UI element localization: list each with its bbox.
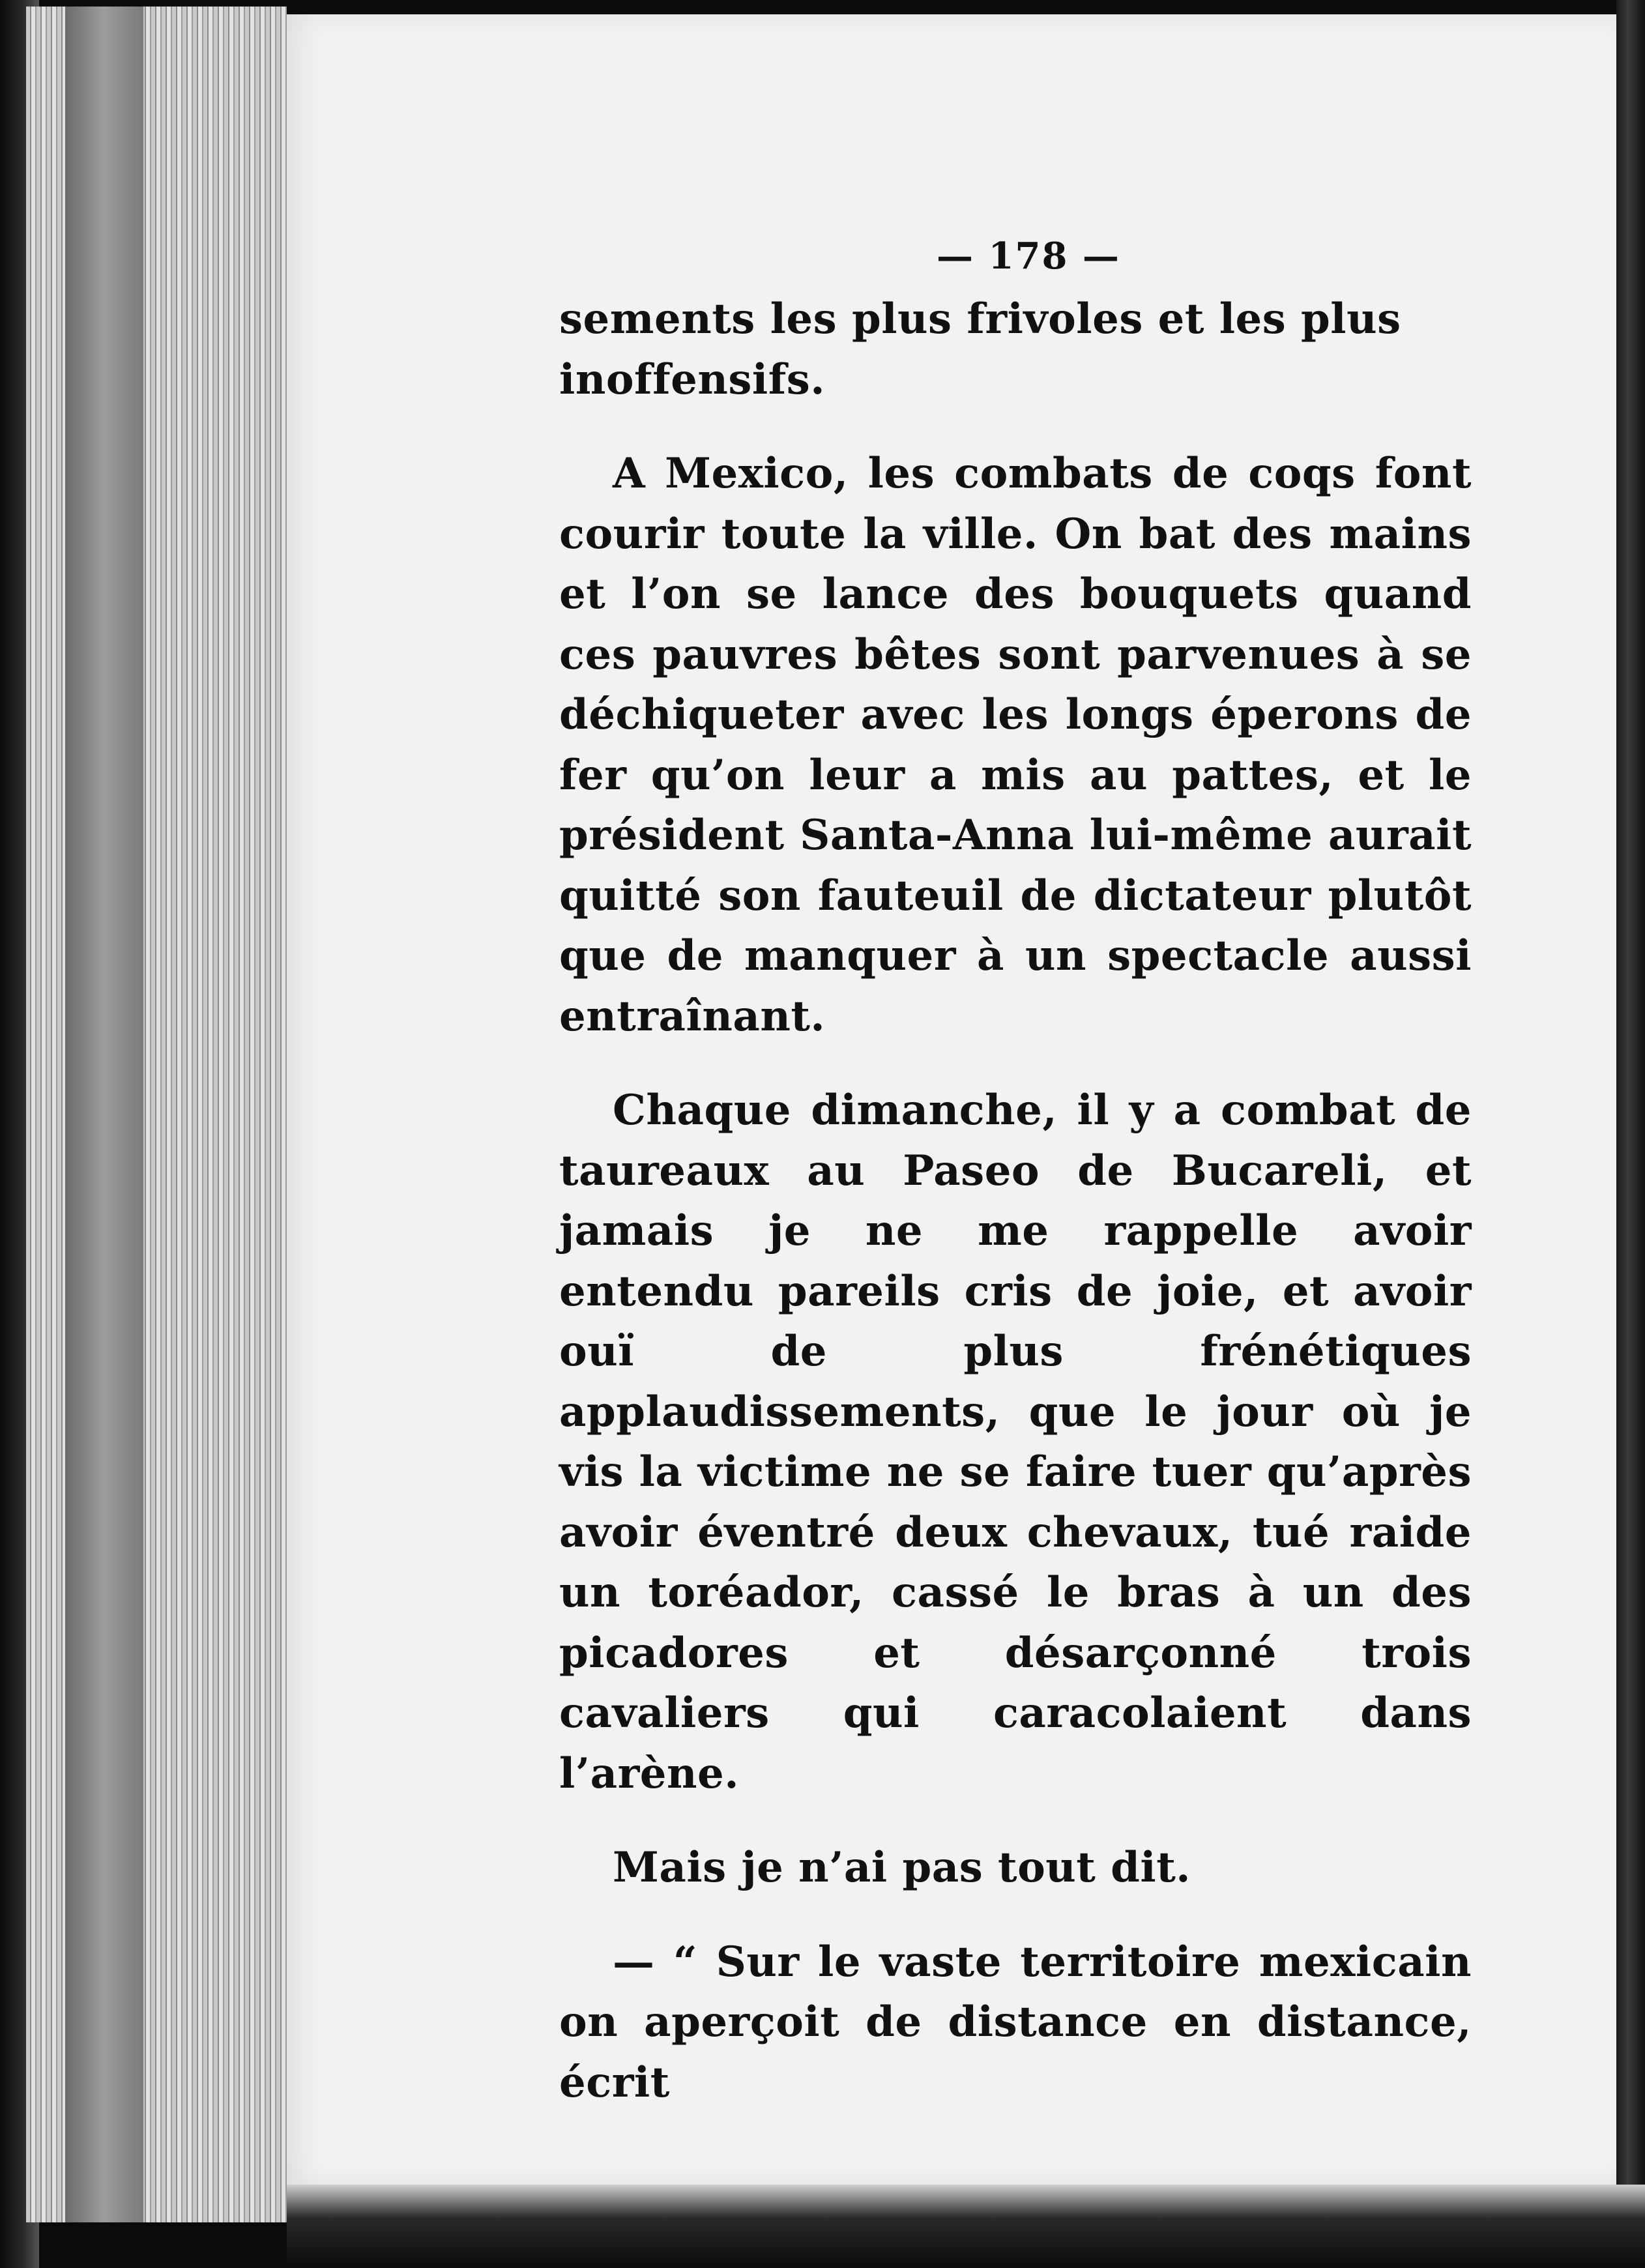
page-right-edge: [1616, 0, 1645, 2268]
paragraph-1: sements les plus frivoles et les plus inoffensifs.: [559, 295, 1401, 404]
page-number: — 178 —: [937, 235, 1120, 278]
spine-strip: [65, 7, 143, 2222]
paragraph-3: Chaque dimanche, il y a combat de taureaux au Paseo de Bucareli, et jamais je ne me rappelle avoir entendu pareils cris de joie, et avoir ouï de plus frénétiques applaudissements, que le jour où je vis la victime ne se faire tuer qu’après avoir éventré deux chevaux, tué raide un toréador, cassé le bras à un des picadores et désarçonné trois cavaliers qui caracolaient dans l’arène.: [559, 1086, 1472, 1798]
paragraph-2: A Mexico, les combats de coqs font courir toute la ville. On bat des mains et l’on se lance des bouquets quand ces pauvres bêtes sont parvenues à se déchiqueter avec les longs éperons de fer qu’on leur a mis au pattes, et le président Santa-Anna lui-même aurait quitté son fauteuil de dictateur plutôt que de manquer à un spectacle aussi entraînant.: [559, 449, 1472, 1041]
paragraph-5: — “ Sur le vaste territoire mexicain on aperçoit de distance en distance, écrit: [559, 1937, 1472, 2107]
page-text-block: [559, 235, 1472, 2147]
paragraph-4: Mais je n’ai pas tout dit.: [613, 1843, 1191, 1892]
page-bottom-edge: [287, 2185, 1645, 2268]
